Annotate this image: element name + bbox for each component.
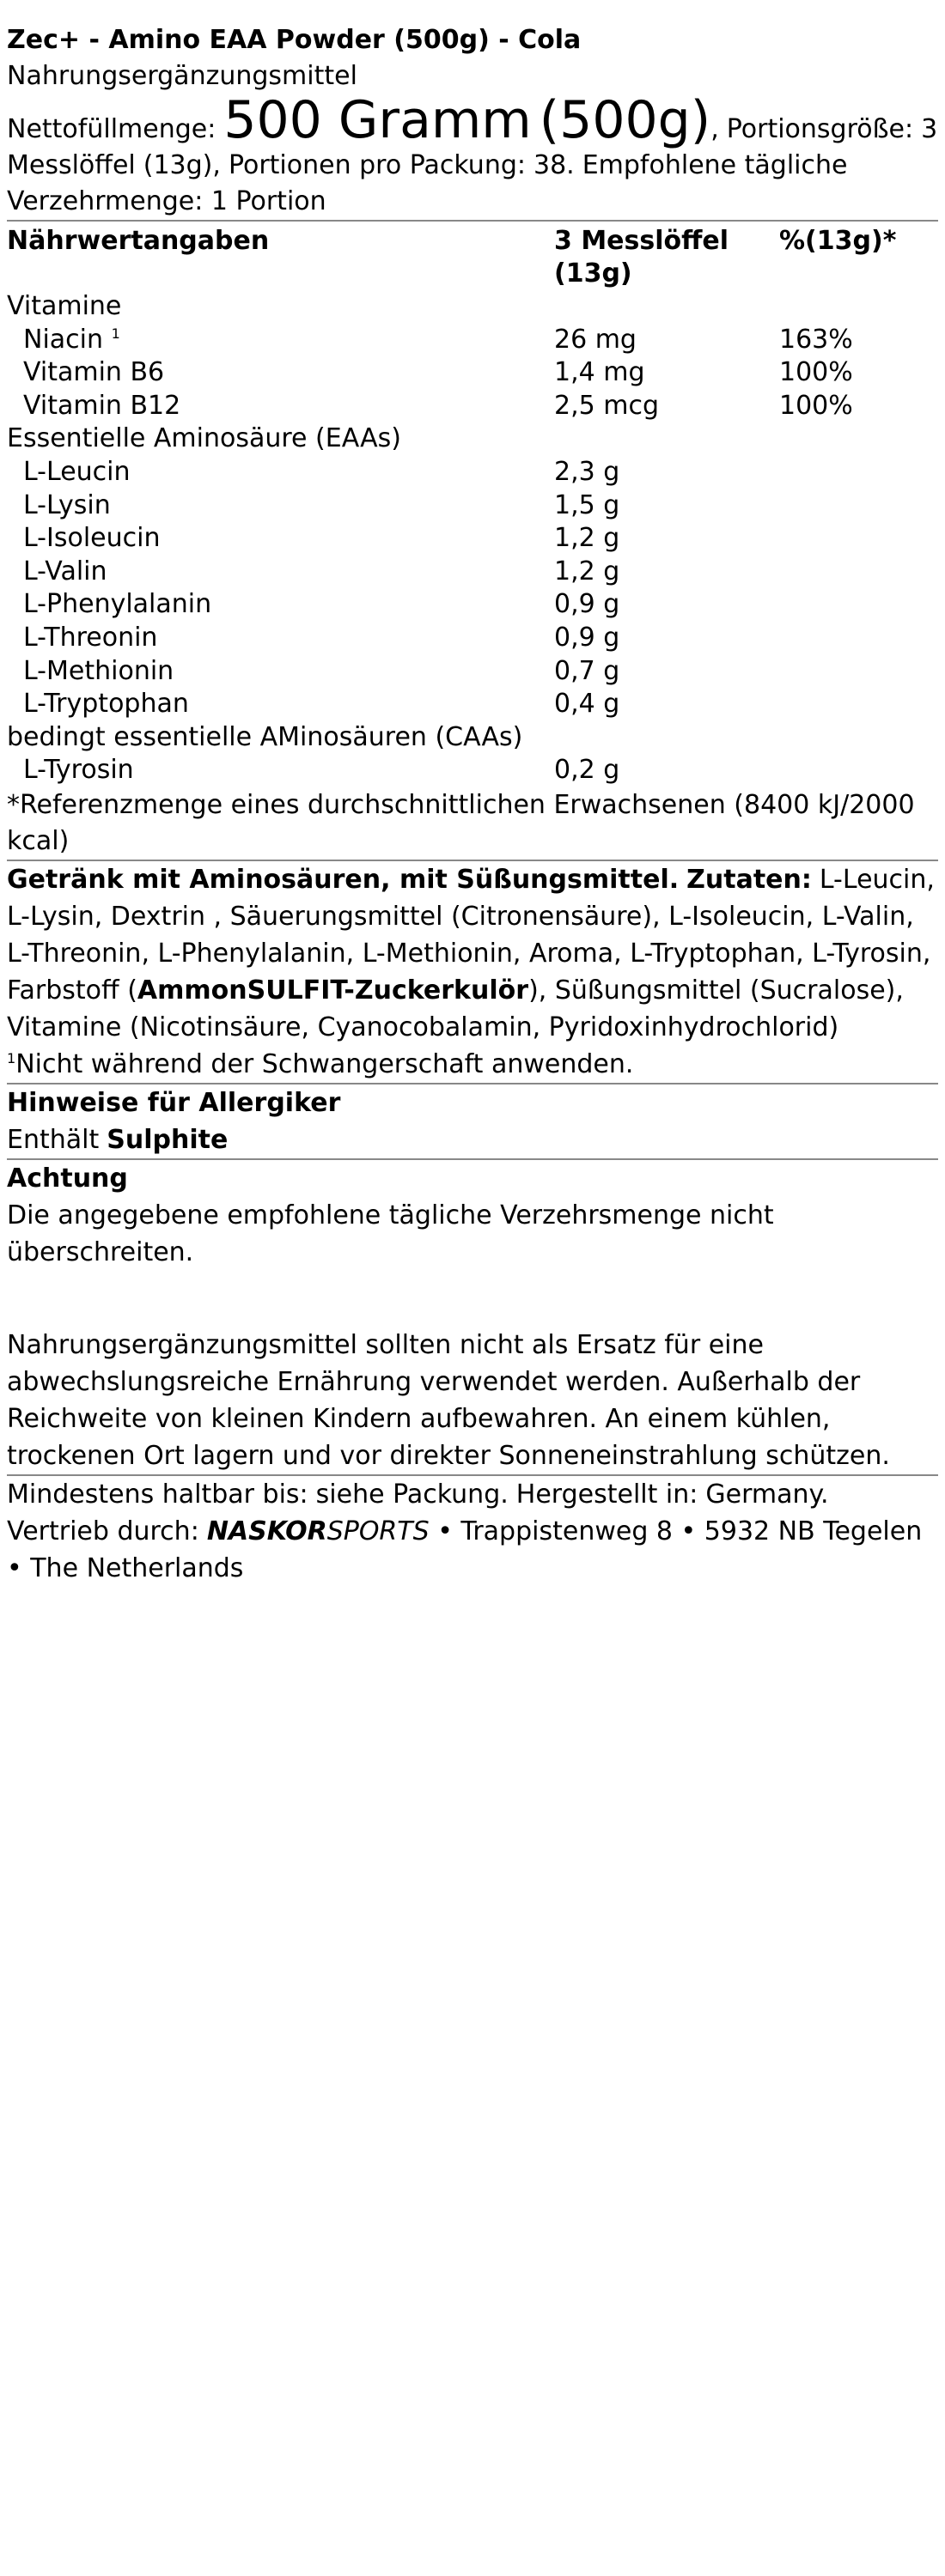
nutrient-percent: 100% [779, 357, 853, 388]
nutrient-amount: 2,3 g [554, 456, 620, 487]
nutrition-row [7, 721, 938, 755]
product-category: Nahrungsergänzungsmittel [7, 61, 357, 91]
portion-label: Portionsgröße: [726, 114, 914, 144]
nutrition-row [7, 489, 938, 523]
nutrition-row [7, 290, 938, 324]
nutrient-name-text: L-Tyrosin [23, 755, 134, 786]
nutrient-percent [779, 556, 938, 589]
servings-value: 38. [533, 150, 575, 180]
product-title: Zec+ - Amino EAA Powder (500g) - Cola [7, 25, 582, 55]
nutrient-amount: 0,9 g [554, 589, 620, 620]
nutrition-table [7, 222, 938, 787]
nutrient-name-text: L-Methionin [23, 655, 174, 686]
nutrient-percent [779, 721, 938, 755]
nutrient-name-text: L-Isoleucin [23, 523, 161, 554]
daily-intake: Empfohlene tägliche Verzehrmenge: 1 Portion [7, 150, 848, 216]
nutrient-name-text: bedingt essentielle AMinosäuren (CAAs) [7, 721, 523, 752]
contains-value: Sulphite [107, 1124, 229, 1155]
allergen-ingredient: AmmonSULFIT-Zuckerkulör [137, 975, 529, 1005]
nutrient-name-text: Vitamine [7, 291, 122, 321]
nutrition-row [7, 324, 938, 357]
allergy-heading: Hinweise für Allergiker [7, 1087, 341, 1118]
nutrient-amount [554, 721, 779, 755]
pregnancy-note [7, 1046, 938, 1083]
brand-rest: SPORTS [326, 1516, 430, 1546]
distributor-label: Vertrieb durch: [7, 1516, 199, 1546]
nutrient-amount: 0,7 g [554, 655, 620, 686]
made-in-label: Hergestellt in: [515, 1479, 698, 1510]
nutrient-percent [779, 588, 938, 622]
nutrition-row [7, 588, 938, 622]
nutrition-row [7, 556, 938, 589]
nutrient-percent [779, 290, 938, 324]
nutrient-name [7, 356, 554, 390]
net-amount-paren: (500g) [539, 90, 711, 150]
nutrient-amount: 1,5 g [554, 489, 620, 520]
nutrient-amount: 2,5 mcg [554, 390, 660, 421]
nutrient-name-text: L-Valin [23, 556, 107, 586]
nutrient-name [7, 390, 554, 423]
nutrient-percent [779, 688, 938, 721]
best-before-label: Mindestens haltbar bis: [7, 1479, 308, 1510]
best-before-value: siehe Packung. [315, 1479, 509, 1510]
made-in-value: Germany. [705, 1479, 829, 1510]
contains-label: Enthält [7, 1124, 100, 1155]
nutrient-name-text: L-Lysin [23, 489, 111, 520]
warning-text-1: Die angegebene empfohlene tägliche Verzehrsmenge nicht überschreiten. [7, 1200, 774, 1267]
nutrition-row [7, 390, 938, 423]
nutrient-name [7, 522, 554, 556]
nutrition-row [7, 655, 938, 689]
nutrient-percent [779, 622, 938, 655]
nutrient-percent [779, 754, 938, 787]
warning-text-2: Nahrungsergänzungsmittel sollten nicht als Ersatz für eine abwechslungsreiche Ernährung verwendet werden. Außerhalb der Reichweite von kleinen Kindern aufbewahren. An einem kühlen, trockenen Ort lagern und vor direkter Sonneneinstrahlung schützen. [7, 1329, 890, 1471]
nutrient-name-text: Vitamin B6 [23, 357, 165, 388]
nutrient-percent [779, 489, 938, 523]
ingredients-block [7, 861, 938, 1046]
nutrient-name-text: L-Phenylalanin [23, 589, 212, 620]
nutrient-amount: 1,4 mg [554, 357, 645, 388]
nutrient-name [7, 622, 554, 655]
nutrition-row [7, 456, 938, 489]
nutrient-percent [779, 522, 938, 556]
nutrition-row [7, 622, 938, 655]
portion-value: 3 Messlöffel [7, 114, 938, 180]
nutrient-name [7, 324, 554, 357]
nutrient-percent [779, 655, 938, 689]
nutrient-name-text: Vitamin B12 [23, 390, 181, 421]
ingredients-text-1: L-Leucin, L-Lysin, Dextrin , Säuerungsmittel (Citronensäure), L-Isoleucin, L-Valin, L-Threonin, L-Phenylalanin, L-Methionin, Aroma, L-Tryptophan, L-Tyrosin, Farbstoff ( [7, 864, 935, 1005]
nutrient-name-text: L-Leucin [23, 456, 131, 487]
nutrient-amount: 0,2 g [554, 755, 620, 786]
nutrient-amount: 26 mg [554, 324, 637, 355]
nutrient-name [7, 489, 554, 523]
net-quantity-block [7, 90, 938, 220]
nutrient-name [7, 422, 554, 456]
note-text: Nicht während der Schwangerschaft anwenden. [15, 1048, 634, 1079]
nutrient-percent [779, 422, 938, 456]
nutrient-name [7, 290, 554, 324]
note-superscript: 1 [7, 1049, 16, 1066]
nutrient-name [7, 688, 554, 721]
ingredients-label: Zutaten: [686, 864, 812, 895]
nutrient-amount [554, 422, 779, 456]
nutrient-percent: 163% [779, 324, 853, 355]
net-comma: , [710, 114, 719, 144]
nutrient-name [7, 754, 554, 787]
net-label: Nettofüllmenge: [7, 114, 216, 144]
nutrient-name [7, 588, 554, 622]
nutrient-name [7, 721, 554, 755]
servings-label: Portionen pro Packung: [228, 150, 526, 180]
nutrient-name [7, 655, 554, 689]
nutrient-name-text: Essentielle Aminosäure (EAAs) [7, 423, 401, 454]
nutrient-name-text: L-Tryptophan [23, 689, 189, 720]
nutrient-amount: 0,9 g [554, 622, 620, 653]
distributor-address: • Trappistenweg 8 • 5932 NB Tegelen • The Netherlands [7, 1516, 923, 1583]
nutrition-row [7, 688, 938, 721]
header-percent: %(13g)* [779, 226, 897, 256]
allergy-contains [7, 1121, 938, 1158]
ingredients-intro: Getränk mit Aminosäuren, mit Süßungsmittel. [7, 864, 680, 895]
ingredients-text-2: ), Süßungsmittel (Sucralose), Vitamine (Nicotinsäure, Cyanocobalamin, Pyridoxinhydrochlorid) [7, 975, 904, 1042]
nutrient-name-text: Niacin [23, 324, 104, 355]
nutrient-name-text: L-Threonin [23, 622, 158, 653]
footer-block [7, 1476, 938, 1587]
nutrition-row [7, 422, 938, 456]
header-amount: 3 Messlöffel (13g) [554, 226, 729, 289]
nutrition-row [7, 522, 938, 556]
nutrient-name [7, 556, 554, 589]
nutrient-percent [779, 456, 938, 489]
nutrient-amount [554, 290, 779, 324]
header-name: Nährwertangaben [7, 226, 270, 256]
net-amount: 500 Gramm [223, 90, 532, 150]
warning-heading: Achtung [7, 1163, 128, 1194]
nutrient-amount: 1,2 g [554, 523, 620, 554]
nutrition-table-body [7, 290, 938, 787]
reference-footnote: *Referenzmenge eines durchschnittlichen Erwachsenen (8400 kJ/2000 kcal) [7, 789, 915, 856]
nutrient-amount: 0,4 g [554, 689, 620, 720]
nutrition-header-row [7, 222, 938, 290]
nutrition-row [7, 356, 938, 390]
brand-bold: NASKOR [206, 1516, 327, 1546]
nutrition-row [7, 754, 938, 787]
nutrient-footnote-marker: 1 [111, 325, 120, 342]
nutrient-name [7, 456, 554, 489]
nutrient-amount: 1,2 g [554, 556, 620, 586]
portion-grams: (13g), [143, 150, 221, 180]
nutrient-percent: 100% [779, 390, 853, 421]
